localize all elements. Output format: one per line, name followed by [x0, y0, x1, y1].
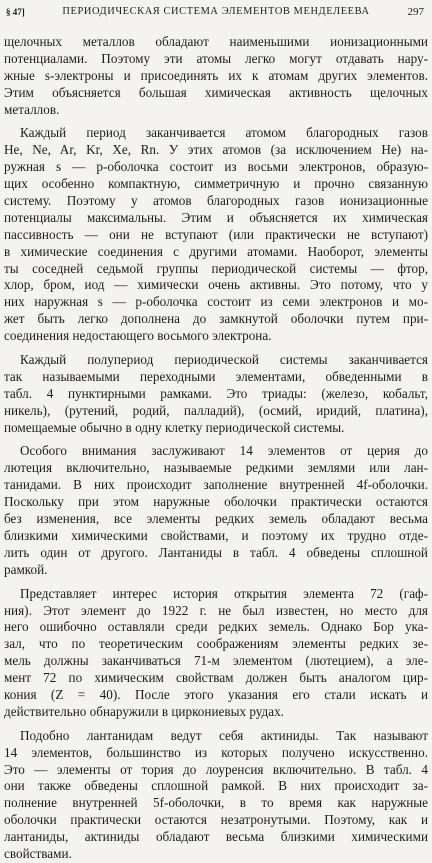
section-number: § 47]: [6, 7, 25, 17]
text-line: ния). Этот элемент до 1922 г. не был известен, но место для: [4, 602, 428, 618]
text-line: в химические соединения с другими атомами. Наоборот, элементы: [4, 243, 428, 259]
text-line: Каждый полупериод периодической системы заканчивается: [20, 352, 428, 368]
book-page: [4, 0, 428, 861]
text-line: 14 элементов, большинство из которых получено искусственно.: [4, 744, 428, 760]
text-line: действительно обнаружили в циркониевых рудах.: [4, 703, 284, 719]
text-line: оболочки практически остаются незатронутыми. Поэтому, как и: [4, 812, 428, 828]
text-line: жные s-электроны и присоединять их к атомам других элементов.: [4, 67, 428, 83]
text-line: лютеция включительно, называемые редкими землями или лан-: [4, 460, 428, 476]
running-title: ПЕРИОДИЧЕСКАЯ СИСТЕМА ЭЛЕМЕНТОВ МЕНДЕЛЕЕВА: [62, 6, 370, 17]
paragraph: [4, 352, 428, 436]
text-line: потенциалы максимальны. Этим и объясняется их химическая: [4, 209, 428, 225]
paragraph: [4, 728, 428, 863]
text-line: He, Ne, Ar, Kr, Xe, Rn. У этих атомов (за исключением He) на-: [4, 142, 428, 158]
text-line: они также обведены сплошной рамкой. В них происходит за-: [4, 778, 428, 794]
text-line: щих особенно компактную, симметричную и прочно связанную: [4, 176, 428, 192]
text-line: мель должны заканчиваться 71-м элементом (лютецием), а эле-: [4, 653, 428, 669]
text-line: Представляет интерес история открытия элемента 72 (гаф-: [20, 585, 428, 601]
text-line: кония (Z = 40). После этого указания его стали искать и: [4, 686, 428, 702]
text-line: Подобно лантанидам ведут себя актиниды. Так называют: [20, 727, 428, 743]
text-line: систему. Поэтому у атомов благородных газов ионизационные: [4, 193, 428, 209]
text-line: Это — элементы от тория до лоуренсия включительно. В табл. 4: [4, 761, 428, 777]
text-line: ты соседней седьмой группы периодической системы — фтор,: [4, 260, 428, 276]
page-number: 297: [407, 6, 424, 18]
text-line: зал, что по теоретическим соображениям элементы редких зе-: [4, 636, 428, 652]
text-line: Особого внимания заслуживают 14 элементов от церия до: [20, 443, 428, 459]
paragraph: [4, 443, 428, 578]
text-line: него ошибочно оставляли среди редких земель. Однако Бор ука-: [4, 619, 428, 635]
paragraph: [4, 125, 428, 345]
page-body: [4, 34, 428, 863]
text-line: никель), (рутений, родий, палладий), (осмий, иридий, платина),: [4, 402, 428, 418]
text-line: рамкой.: [4, 561, 48, 577]
text-line: пассивность — они не вступают (или практически не вступают): [4, 226, 428, 242]
text-line: свойствами.: [4, 845, 72, 861]
text-line: лить один от другого. Лантаниды в табл. 4 обведены сплошной: [4, 544, 428, 560]
text-line: помещаемые обычно в одну клетку периодической системы.: [4, 419, 345, 435]
text-line: металлов.: [4, 101, 60, 117]
text-line: лантаниды, актиниды обладают весьма близкими химическими: [4, 829, 428, 845]
text-line: так называемыми переходными элементами, обведенными в: [4, 368, 428, 384]
running-header: [4, 6, 428, 22]
text-line: танидами. В них происходит заполнение внутренней 4f-оболочки.: [4, 477, 428, 493]
text-line: Поскольку при этом наружные оболочки практически остаются: [4, 494, 428, 510]
text-line: мент 72 по химическим свойствам должен быть аналогом цир-: [4, 670, 428, 686]
paragraph: [4, 34, 428, 118]
text-line: жет быть легко дополнена до замкнутой оболочки путем при-: [4, 311, 428, 327]
text-line: близкими химическими свойствами, и поэтому их трудно отде-: [4, 527, 428, 543]
text-line: хлор, бром, иод — химически очень активны. Это потому, что у: [4, 277, 428, 293]
text-line: потенциалами. Поэтому эти атомы легко могут отдавать нару-: [4, 50, 428, 66]
text-line: ружная s — p-оболочка состоит из восьми электронов, образую-: [4, 159, 428, 175]
text-line: табл. 4 пунктирными рамками. Это триады: (железо, кобальт,: [4, 385, 428, 401]
text-line: Каждый период заканчивается атомом благородных газов: [20, 125, 428, 141]
paragraph: [4, 586, 428, 721]
text-line: щелочных металлов обладают наименьшими ионизационными: [4, 34, 428, 49]
text-line: полнение внутренней 5f-оболочки, в то время как наружные: [4, 795, 428, 811]
text-line: соединения недостающего восьмого электрона.: [4, 328, 272, 344]
text-line: них наружная s — p-оболочка состоит из семи электронов и мо-: [4, 294, 428, 310]
text-line: без изменения, все элементы редких земель обладают весьма: [4, 511, 428, 527]
text-line: Этим объясняется большая химическая активность щелочных: [4, 84, 428, 100]
